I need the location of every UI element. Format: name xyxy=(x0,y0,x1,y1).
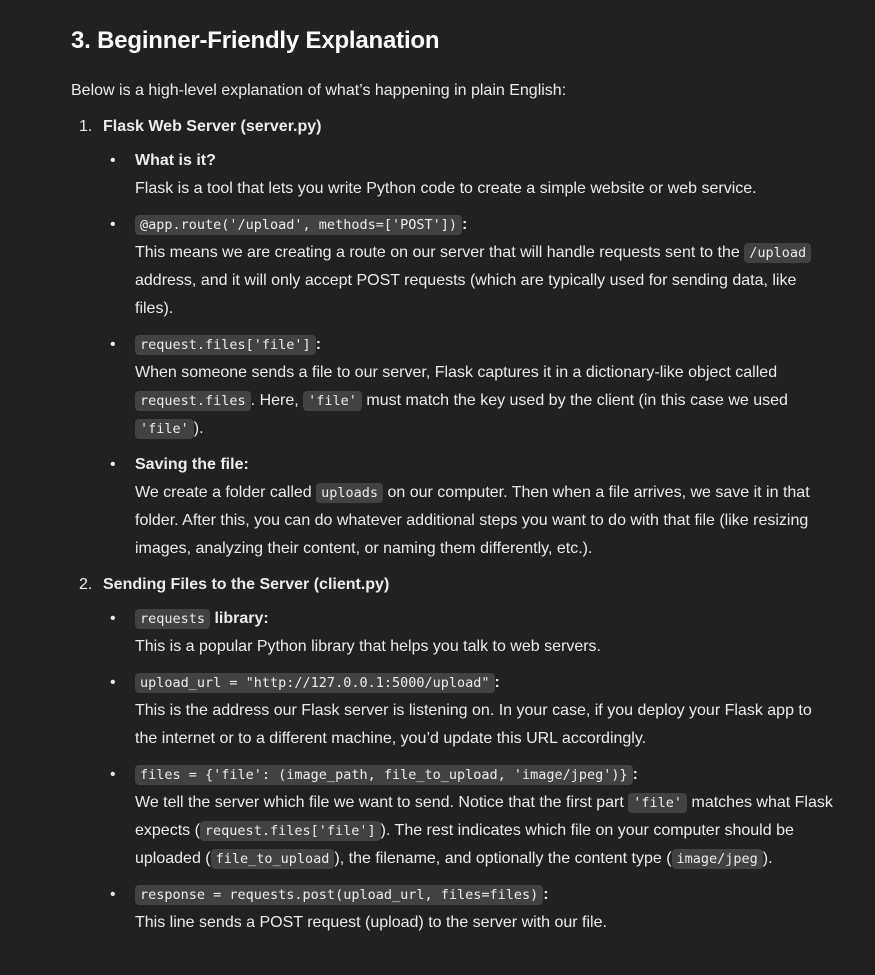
bullet-icon: • xyxy=(110,336,116,353)
list-item xyxy=(110,211,835,323)
intro-paragraph: Below is a high-level explanation of what’s happening in plain English: xyxy=(71,82,567,99)
inline-code: image/jpeg xyxy=(672,849,763,869)
inline-code: uploads xyxy=(316,483,383,503)
item-colon: : xyxy=(315,336,322,353)
item-heading: Saving the file: xyxy=(135,456,249,473)
inline-code: upload_url = "http://127.0.0.1:5000/upload" xyxy=(135,673,495,693)
item-description: ). xyxy=(193,420,204,437)
section-2-title xyxy=(71,571,835,599)
list-item xyxy=(110,881,835,937)
inline-code: 'file' xyxy=(135,419,194,439)
item-colon: : xyxy=(543,886,549,903)
item-description: ). xyxy=(762,850,773,867)
item-description: address, and it will only accept POST requests (which are typically used for sending data, like files). xyxy=(135,272,797,317)
section-1-number: 1. xyxy=(79,118,93,135)
list-item xyxy=(110,761,835,873)
item-description: We create a folder called xyxy=(135,484,317,501)
item-description: This is a popular Python library that helps you talk to web servers. xyxy=(135,638,601,655)
item-heading: library: xyxy=(210,610,269,627)
section-1-title-text: Flask Web Server (server.py) xyxy=(103,118,322,135)
numbered-list xyxy=(71,113,835,937)
item-colon: : xyxy=(632,766,638,783)
inline-code: @app.route('/upload', methods=['POST']) xyxy=(135,215,462,235)
item-description: When someone sends a file to our server, Flask captures it in a dictionary-like object called xyxy=(135,364,778,381)
bullet-icon: • xyxy=(110,674,116,691)
item-description: . Here, xyxy=(250,392,304,409)
inline-code: response = requests.post(upload_url, files=files) xyxy=(135,885,543,905)
item-description: This means we are creating a route on our server that will handle requests sent to the xyxy=(135,244,745,261)
section-2-number: 2. xyxy=(79,576,93,593)
list-item xyxy=(110,669,835,753)
list-section-1 xyxy=(71,113,835,563)
list-item xyxy=(110,331,835,443)
inline-code: 'file' xyxy=(628,793,687,813)
item-description: ), the filename, and optionally the content type ( xyxy=(334,850,672,867)
section-2-bullets xyxy=(71,605,835,937)
bullet-icon: • xyxy=(110,152,116,169)
item-description: matches what Flask expects ( xyxy=(135,794,833,839)
bullet-icon: • xyxy=(110,456,116,473)
inline-code: request.files['file'] xyxy=(200,821,381,841)
item-description: ). The rest indicates which file on your computer should be uploaded ( xyxy=(135,822,794,867)
section-heading: 3. Beginner-Friendly Explanation xyxy=(71,27,440,54)
inline-code: request.files xyxy=(135,391,251,411)
list-item xyxy=(110,451,835,563)
list-item xyxy=(110,605,835,661)
section-1-bullets xyxy=(71,147,835,563)
inline-code: request.files['file'] xyxy=(135,335,316,355)
bullet-icon: • xyxy=(110,886,116,903)
inline-code: /upload xyxy=(744,243,811,263)
section-2-title-text: Sending Files to the Server (client.py) xyxy=(103,576,390,593)
item-description: This line sends a POST request (upload) to the server with our file. xyxy=(135,914,607,931)
item-colon: : xyxy=(461,216,468,233)
bullet-icon: • xyxy=(110,766,116,783)
item-colon: : xyxy=(494,674,500,691)
section-1-title xyxy=(71,113,835,141)
item-heading: What is it? xyxy=(135,152,216,169)
inline-code: requests xyxy=(135,609,210,629)
bullet-icon: • xyxy=(110,216,116,233)
inline-code: file_to_upload xyxy=(211,849,335,869)
item-description: We tell the server which file we want to send. Notice that the first part xyxy=(135,794,629,811)
item-description: must match the key used by the client (in this case we used xyxy=(361,392,788,409)
list-item xyxy=(110,147,835,203)
bullet-icon: • xyxy=(110,610,116,627)
list-section-2 xyxy=(71,571,835,937)
item-description: Flask is a tool that lets you write Python code to create a simple website or web service. xyxy=(135,180,757,197)
inline-code: 'file' xyxy=(303,391,362,411)
item-description: This is the address our Flask server is listening on. In your case, if you deploy your Flask app to the internet or to a different machine, you’d update this URL accordingly. xyxy=(135,702,812,747)
inline-code: files = {'file': (image_path, file_to_upload, 'image/jpeg')} xyxy=(135,765,633,785)
item-description: on our computer. Then when a file arrives, we save it in that folder. After this, you can do whatever additional steps you want to do with that file (like resizing images, analyzing their content, or naming them differently, etc.). xyxy=(135,484,810,557)
